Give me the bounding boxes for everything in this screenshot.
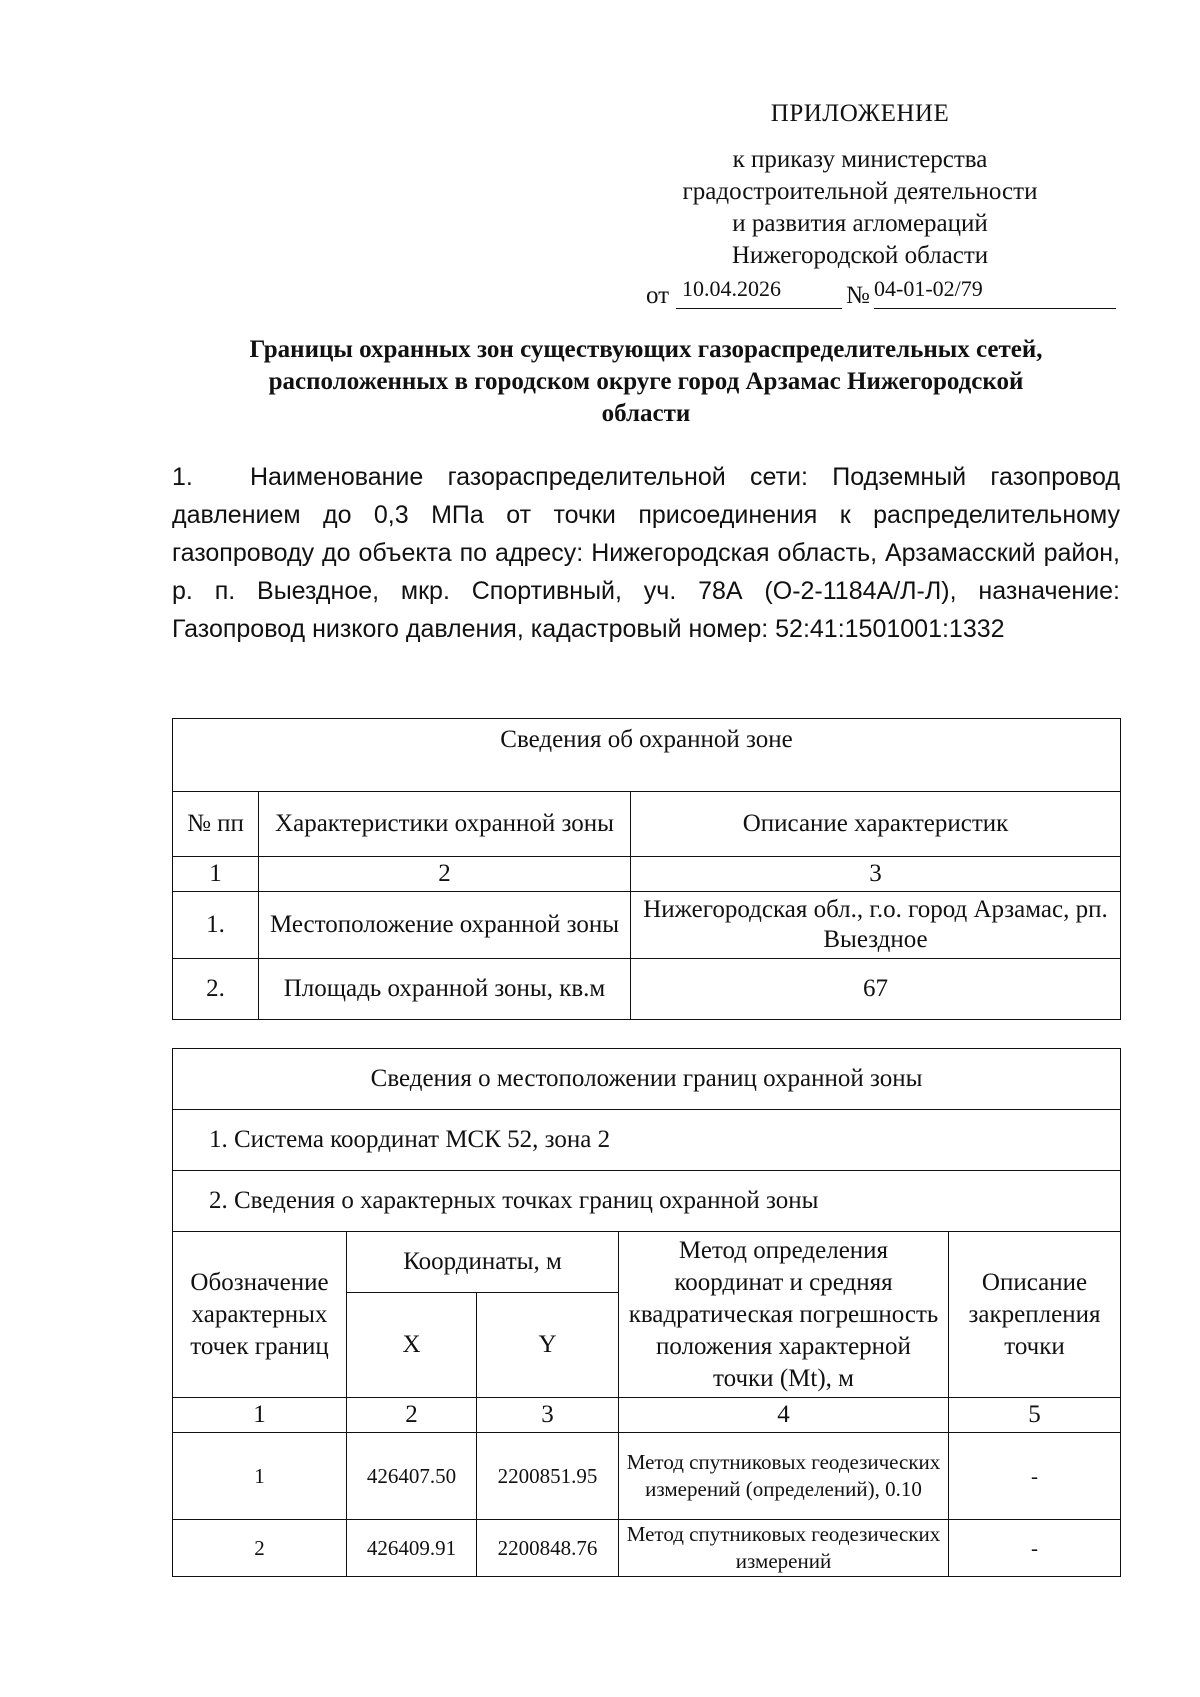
number-underline [874,308,1116,309]
order-date: 10.04.2026 [682,276,781,301]
point-designation: 1 [173,1433,347,1520]
column-index: 2 [347,1398,477,1433]
date-label: от [646,282,670,309]
table-cell: Площадь охранной зоны, кв.м [259,959,631,1020]
column-index: 5 [949,1398,1121,1433]
column-index: 4 [619,1398,949,1433]
heading-line: Границы охранных зон существующих газораспределительных сетей, [249,336,1043,363]
table-cell: Местоположение охранной зоны [259,892,631,959]
document-heading [172,334,1120,430]
table-cell: 67 [631,959,1121,1020]
point-method [619,1520,949,1577]
appendix-title: ПРИЛОЖЕНИЕ [770,100,950,127]
method-text: Метод спутниковых геодезических измерений [626,1522,941,1573]
method-header: Метод определения координат и средняя квадратическая погрешность положения характерной точки (Mt), м [619,1232,949,1398]
column-index: 1 [173,1398,347,1433]
zone-table-caption: Сведения об охранной зоне [173,719,1121,792]
column-index: 3 [631,857,1121,892]
point-designation: 2 [173,1520,347,1577]
table-row [173,959,1121,1020]
column-header: Описание характеристик [631,792,1121,857]
paragraph-text: Наименование газораспределительной сети: Подземный газопровод давлением до 0,3 МПа от точки присоединения к распределительному газопроводу до объекта по адресу: Нижегородская область, Арзамасский район, р. п. Выездное, мкр. Спортивный, уч. 78А (О-2-1184А/Л-Л), назначение: Газопровод низкого давления, кадастровый номер: 52:41:1501001:1332 [172,463,1120,643]
order-date-number [646,276,1116,314]
table-row [173,1520,1121,1577]
table-cell: 2. [173,959,259,1020]
column-index: 1 [173,857,259,892]
date-underline [676,308,842,309]
point-fixing: - [949,1520,1121,1577]
heading-line: области [601,400,691,427]
points-subsection: 2. Сведения о характерных точках границ охранной зоны [173,1171,1121,1232]
table-cell: Нижегородская обл., г.о. город Арзамас, рп. Выездное [631,892,1121,959]
designation-header: Обозначение характерных точек границ [173,1232,347,1398]
table-cell: 1. [173,892,259,959]
heading-line: расположенных в городском округе город Арзамас Нижегородской [268,368,1024,395]
column-header: Характеристики охранной зоны [259,792,631,857]
column-index: 2 [259,857,631,892]
point-x: 426409.91 [347,1520,477,1577]
column-header: № пп [173,792,259,857]
point-fixing: - [949,1433,1121,1520]
x-header: X [347,1293,477,1398]
point-x: 426407.50 [347,1433,477,1520]
fixing-header: Описание закрепления точки [949,1232,1121,1398]
coordinates-header: Координаты, м [347,1232,619,1293]
network-description [172,458,1120,648]
point-y: 2200851.95 [477,1433,619,1520]
appendix-line: к приказу министерства [732,146,988,173]
appendix-block [640,98,1080,272]
appendix-line: Нижегородской области [731,242,989,269]
appendix-line: и развития агломераций [732,210,988,237]
column-index: 3 [477,1398,619,1433]
boundary-points-table [172,1048,1121,1577]
protection-zone-table [172,718,1121,1020]
order-number: 04-01-02/79 [874,276,983,301]
y-header: Y [477,1293,619,1398]
number-label: № [846,282,870,309]
points-table-caption: Сведения о местоположении границ охранной зоны [173,1049,1121,1110]
point-method: Метод спутниковых геодезических измерений (определений), 0.10 [619,1433,949,1520]
table-row [173,1433,1121,1520]
table-row [173,892,1121,959]
appendix-line: градостроительной деятельности [682,178,1038,205]
paragraph-number: 1. [172,463,193,491]
coordinate-system: 1. Система координат МСК 52, зона 2 [173,1110,1121,1171]
point-y: 2200848.76 [477,1520,619,1577]
